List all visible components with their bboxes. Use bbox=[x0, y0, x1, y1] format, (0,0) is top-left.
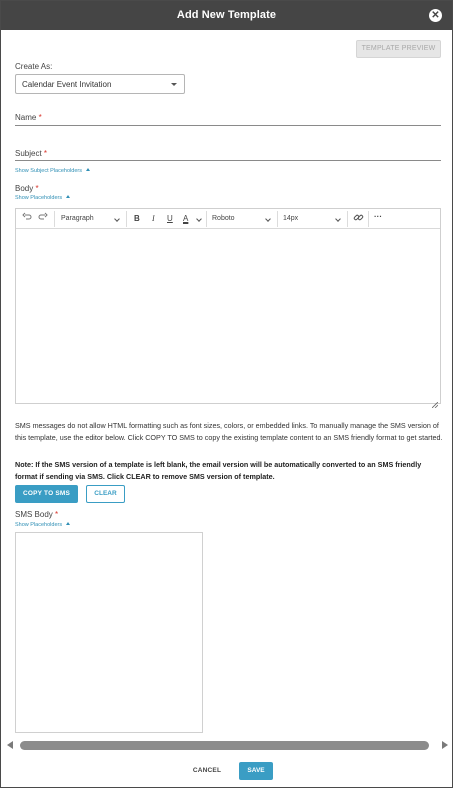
redo-icon[interactable] bbox=[38, 212, 48, 224]
horizontal-scrollbar[interactable] bbox=[20, 741, 429, 750]
underline-button[interactable]: U bbox=[167, 214, 173, 223]
body-label-text: Body bbox=[15, 184, 34, 193]
show-subject-placeholders-link[interactable] bbox=[15, 168, 90, 174]
show-subject-placeholders-text: Show Subject Placeholders bbox=[15, 168, 82, 174]
create-as-label: Create As: bbox=[15, 62, 53, 71]
show-sms-placeholders-link[interactable] bbox=[15, 522, 70, 528]
required-mark: * bbox=[35, 184, 39, 193]
cancel-button[interactable]: CANCEL bbox=[192, 767, 222, 774]
scroll-left-icon[interactable] bbox=[7, 741, 13, 749]
required-mark: * bbox=[43, 149, 48, 158]
italic-button[interactable]: I bbox=[152, 214, 155, 223]
chevron-down-icon bbox=[335, 216, 341, 222]
caret-up-icon bbox=[66, 195, 70, 198]
show-body-placeholders-text: Show Placeholders bbox=[15, 195, 63, 201]
name-label bbox=[15, 113, 42, 122]
sms-body-label bbox=[15, 510, 58, 519]
name-label-text: Name bbox=[15, 113, 37, 122]
link-icon[interactable] bbox=[353, 212, 364, 225]
show-body-placeholders-link[interactable] bbox=[15, 195, 70, 201]
sms-body-label-text: SMS Body bbox=[15, 510, 53, 519]
required-mark: * bbox=[55, 510, 59, 519]
caret-up-icon bbox=[86, 168, 90, 171]
create-as-select[interactable] bbox=[15, 74, 185, 94]
toolbar-divider bbox=[126, 211, 127, 227]
subject-input[interactable] bbox=[15, 160, 441, 161]
caret-up-icon bbox=[66, 522, 70, 525]
dialog-title: Add New Template bbox=[176, 9, 277, 21]
chevron-down-icon bbox=[265, 216, 271, 222]
sms-info-text: SMS messages do not allow HTML formatting such as font sizes, colors, or embedded links. To manually manage the SMS version of this template, use the editor below. Click COPY TO SMS to copy the existing template content to an SMS friendly format to get started. bbox=[15, 421, 443, 442]
toolbar-divider bbox=[277, 211, 278, 227]
show-sms-placeholders-text: Show Placeholders bbox=[15, 522, 63, 528]
toolbar-divider bbox=[368, 211, 369, 227]
editor-toolbar bbox=[16, 209, 440, 229]
save-button[interactable]: SAVE bbox=[239, 762, 273, 780]
text-color-button[interactable]: A bbox=[183, 214, 189, 223]
undo-icon[interactable] bbox=[22, 212, 32, 224]
toolbar-divider bbox=[206, 211, 207, 227]
sms-note-text: Note: If the SMS version of a template is left blank, the email version will be automatically converted to an SMS friendly format if sending via SMS. Click CLEAR to remove SMS version of template. bbox=[15, 460, 422, 481]
font-family-select[interactable]: Roboto bbox=[212, 215, 235, 222]
template-preview-button[interactable]: TEMPLATE PREVIEW bbox=[356, 40, 441, 58]
font-size-select[interactable]: 14px bbox=[283, 215, 299, 222]
paragraph-select[interactable]: Paragraph bbox=[61, 215, 94, 222]
subject-label-text: Subject bbox=[15, 149, 42, 158]
body-label bbox=[15, 184, 39, 193]
copy-to-sms-button[interactable]: COPY TO SMS bbox=[15, 485, 78, 503]
subject-label bbox=[15, 149, 47, 158]
rich-text-editor bbox=[15, 208, 441, 404]
clear-button[interactable]: CLEAR bbox=[86, 485, 125, 503]
close-icon[interactable]: ✕ bbox=[429, 9, 442, 22]
sms-body-textarea[interactable] bbox=[15, 532, 203, 733]
resize-handle-icon[interactable] bbox=[432, 395, 438, 401]
chevron-down-icon bbox=[171, 83, 177, 86]
toolbar-divider bbox=[347, 211, 348, 227]
name-input[interactable] bbox=[15, 125, 441, 126]
create-as-value: Calendar Event Invitation bbox=[22, 80, 112, 89]
more-icon[interactable]: ··· bbox=[374, 212, 382, 221]
chevron-down-icon bbox=[114, 216, 120, 222]
required-mark: * bbox=[38, 113, 42, 122]
bold-button[interactable]: B bbox=[134, 214, 140, 223]
chevron-down-icon bbox=[196, 216, 202, 222]
dialog-titlebar bbox=[1, 1, 452, 30]
scroll-right-icon[interactable] bbox=[442, 741, 448, 749]
toolbar-divider bbox=[54, 211, 55, 227]
